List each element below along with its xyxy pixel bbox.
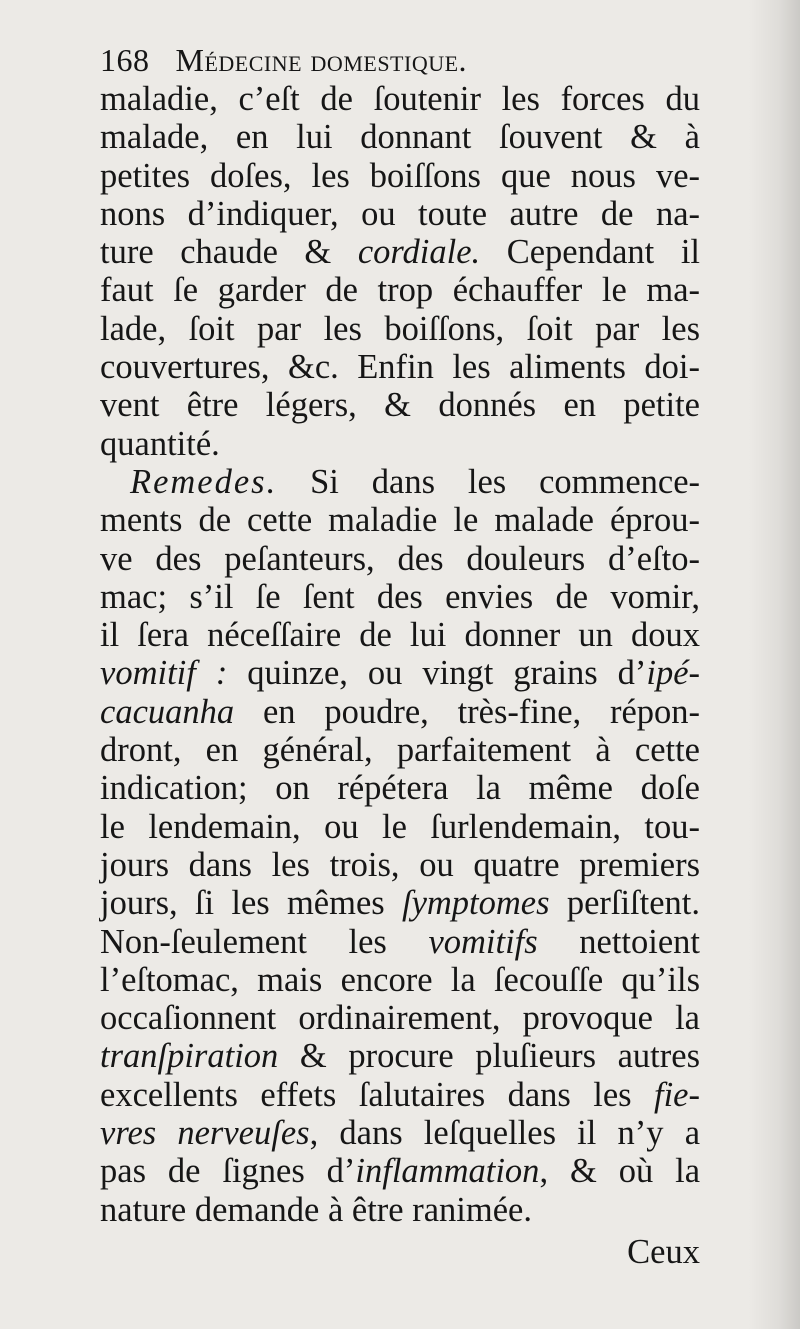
text-line: ve des peſanteurs, des douleurs d’eſto-: [100, 539, 700, 578]
text-line: ments de cette maladie le malade éprou-: [100, 501, 700, 540]
italic-term: vomitifs: [428, 922, 538, 961]
text-span: & procure pluſieurs autres: [278, 1037, 700, 1076]
text-line: il ſera néceſſaire de lui donner un doux: [100, 616, 700, 655]
page-number: 168: [100, 42, 150, 78]
text-line: [100, 884, 700, 922]
catchword: Ceux: [627, 1232, 700, 1271]
text-span: quinze, ou vingt grains d’: [227, 654, 647, 693]
text-span: en poudre, très-fine, répon-: [234, 692, 700, 731]
text-line: [100, 1076, 700, 1114]
section-heading: Remedes.: [130, 462, 278, 501]
text-line: [100, 654, 700, 692]
text-span: , dans leſquelles il n’y a: [309, 1114, 701, 1153]
text-line: dront, en général, parfaitement à cette: [100, 731, 700, 770]
text-line: faut ſe garder de trop échauffer le ma-: [100, 271, 700, 310]
text-line: occaſionnent ordinairement, provoque la: [100, 999, 700, 1038]
text-line: [100, 693, 700, 731]
text-line: vent être légers, & donnés en petite: [100, 386, 700, 425]
text-span: perſiſtent.: [549, 884, 700, 923]
text-line: indication; on répétera la même doſe: [100, 769, 700, 808]
running-header: [100, 40, 700, 80]
text-span: jours, ſi les mêmes: [100, 884, 402, 923]
italic-term: cacuanha: [100, 692, 235, 731]
text-line: jours dans les trois, ou quatre premiers: [100, 845, 700, 884]
text-line: nons d’indiquer, ou toute autre de na-: [100, 194, 700, 233]
italic-term: vres nerveuſes: [100, 1114, 310, 1153]
text-block: [100, 40, 700, 1271]
italic-term: ipé-: [646, 654, 700, 693]
text-line: malade, en lui donnant ſouvent & à: [100, 118, 700, 157]
text-span: Si dans les commence-: [277, 462, 700, 501]
text-line: mac; s’il ſe ſent des envies de vomir,: [100, 577, 700, 616]
italic-term: ſymptomes: [401, 884, 550, 923]
text-line: le lendemain, ou le ſurlendemain, tou-: [100, 807, 700, 846]
text-line: [100, 1037, 700, 1075]
text-line: [100, 233, 700, 271]
italic-term: tranſpiration: [100, 1037, 279, 1076]
text-line: lade, ſoit par les boiſſons, ſoit par les: [100, 309, 700, 348]
italic-term: fie-: [654, 1075, 700, 1114]
text-line: [100, 1114, 700, 1152]
text-span: excellents effets ſalutaires dans les: [100, 1075, 655, 1114]
text-line: [100, 1152, 700, 1190]
text-span: Cependant il: [480, 233, 700, 272]
text-line: couvertures, &c. Enfin les aliments doi-: [100, 348, 700, 387]
page-gutter-shadow: [748, 0, 800, 1329]
text-line: nature demande à être ranimée.: [100, 1190, 532, 1229]
italic-term: inflammation: [355, 1152, 540, 1191]
running-title: Médecine domestique.: [175, 42, 468, 78]
italic-term: vomitif :: [100, 654, 228, 693]
text-line: l’eſtomac, mais encore la ſecouſſe qu’ils: [100, 960, 700, 999]
text-span: nettoient: [537, 922, 700, 961]
text-line: petites doſes, les boiſſons que nous ve-: [100, 156, 700, 195]
italic-term: cordiale.: [357, 233, 481, 272]
text-line: maladie, c’eſt de ſoutenir les forces du: [100, 80, 700, 118]
text-line: [100, 923, 700, 961]
text-line: [100, 463, 700, 501]
text-span: pas de ſignes d’: [100, 1152, 356, 1191]
text-span: , & où la: [539, 1152, 701, 1191]
text-line: quantité.: [100, 424, 220, 463]
text-span: Non-ſeulement les: [100, 922, 429, 961]
text-span: ture chaude &: [100, 233, 358, 272]
